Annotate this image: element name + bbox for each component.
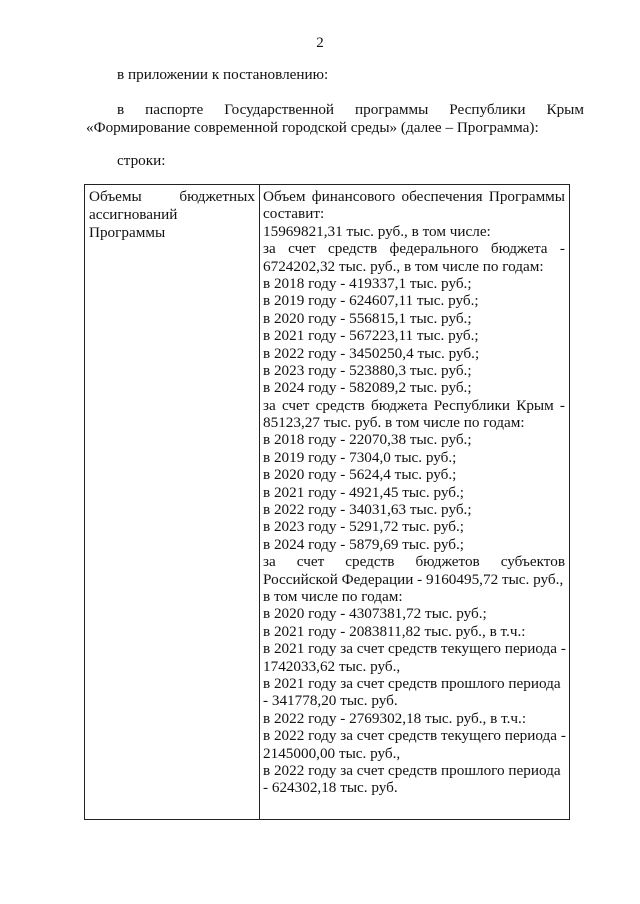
financing-line: в том числе по годам: bbox=[263, 587, 403, 605]
table-left-cell bbox=[89, 188, 255, 242]
financing-line: в 2018 году - 22070,38 тыс. руб.; bbox=[263, 431, 472, 449]
financing-line: в 2021 году - 2083811,82 тыс. руб., в т.ч.: bbox=[263, 622, 526, 640]
financing-line: 15969821,31 тыс. руб., в том числе: bbox=[263, 222, 491, 240]
financing-line: 1742033,62 тыс. руб., bbox=[263, 657, 401, 675]
financing-line: в 2022 году - 2769302,18 тыс. руб., в т.ч.: bbox=[263, 709, 527, 727]
left-cell-word-volumes: Объемы bbox=[89, 188, 142, 205]
financing-line: 85123,27 тыс. руб. в том числе по годам: bbox=[263, 414, 525, 432]
financing-line: за счет средств бюджета Республики Крым - bbox=[263, 396, 565, 414]
financing-line: в 2023 году - 523880,3 тыс. руб.; bbox=[263, 361, 472, 379]
intro-amendment-line: в приложении к постановлению: bbox=[117, 66, 329, 83]
financing-line: в 2022 году за счет средств прошлого периода bbox=[263, 761, 561, 779]
financing-line: в 2022 году - 3450250,4 тыс. руб.; bbox=[263, 344, 480, 362]
left-cell-word-budget: бюджетных bbox=[179, 188, 255, 205]
table-column-divider bbox=[259, 185, 260, 819]
financing-line: 6724202,32 тыс. руб., в том числе по годам: bbox=[263, 257, 544, 275]
intro-strings-label: строки: bbox=[117, 152, 166, 169]
financing-line: в 2022 году за счет средств текущего периода - bbox=[263, 727, 566, 745]
financing-line: в 2020 году - 5624,4 тыс. руб.; bbox=[263, 466, 457, 484]
financing-line: в 2024 году - 5879,69 тыс. руб.; bbox=[263, 535, 464, 553]
financing-line: в 2020 году - 4307381,72 тыс. руб.; bbox=[263, 605, 487, 623]
financing-line: - 624302,18 тыс. руб. bbox=[263, 779, 398, 797]
table-right-cell bbox=[263, 188, 565, 797]
financing-line: в 2018 году - 419337,1 тыс. руб.; bbox=[263, 274, 472, 292]
financing-line: в 2019 году - 624607,11 тыс. руб.; bbox=[263, 292, 479, 310]
left-cell-first-line bbox=[89, 188, 255, 206]
financing-line: в 2021 году - 4921,45 тыс. руб.; bbox=[263, 483, 464, 501]
financing-line: за счет средств федерального бюджета - bbox=[263, 240, 565, 258]
financing-line: в 2021 году за счет средств прошлого периода bbox=[263, 674, 561, 692]
left-cell-second-line: ассигнований Программы bbox=[89, 206, 178, 241]
intro-passport-paragraph: в паспорте Государственной программы Республики Крым «Формирование современной городской среды» (далее – Программа): bbox=[86, 101, 584, 136]
financing-line: 2145000,00 тыс. руб., bbox=[263, 744, 401, 762]
financing-line: Объем финансового обеспечения Программы bbox=[263, 188, 565, 205]
financing-line: в 2022 году - 34031,63 тыс. руб.; bbox=[263, 501, 472, 519]
financing-line: в 2020 году - 556815,1 тыс. руб.; bbox=[263, 309, 472, 327]
financing-line: в 2021 году - 567223,11 тыс. руб.; bbox=[263, 327, 479, 345]
passport-table bbox=[84, 184, 570, 820]
financing-line: - 341778,20 тыс. руб. bbox=[263, 692, 398, 710]
financing-line: в 2023 году - 5291,72 тыс. руб.; bbox=[263, 518, 464, 536]
financing-line: составит: bbox=[263, 205, 325, 223]
financing-line: за счет средств бюджетов субъектов bbox=[263, 553, 565, 571]
page-number: 2 bbox=[316, 35, 324, 51]
financing-line: в 2021 году за счет средств текущего периода - bbox=[263, 640, 566, 658]
financing-line: Российской Федерации - 9160495,72 тыс. руб., bbox=[263, 570, 564, 588]
financing-line: в 2024 году - 582089,2 тыс. руб.; bbox=[263, 379, 472, 397]
financing-line: в 2019 году - 7304,0 тыс. руб.; bbox=[263, 448, 457, 466]
